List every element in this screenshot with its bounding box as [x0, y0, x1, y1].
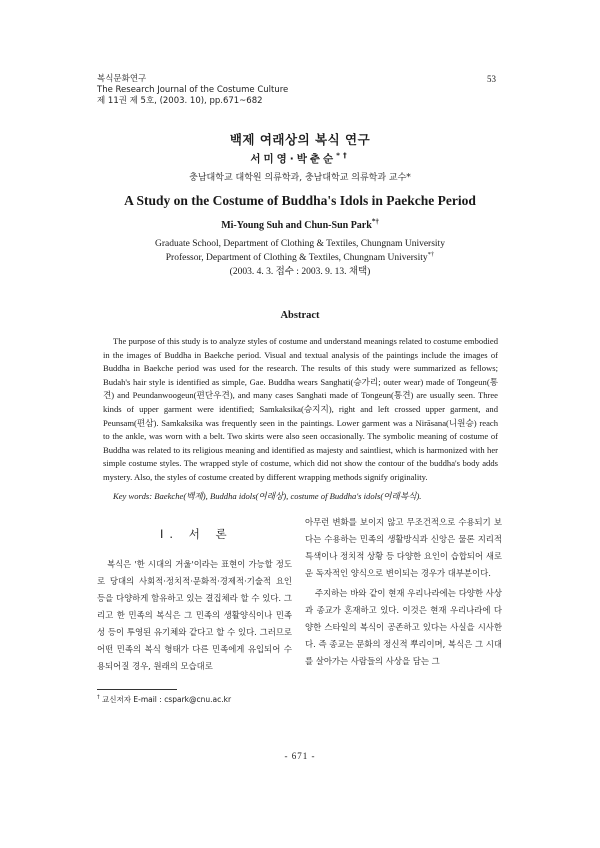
authors-kr-mark: *† — [336, 150, 350, 160]
volume-info: 제 11권 제 5호, (2003. 10), pp.671~682 — [97, 96, 263, 106]
body-paragraph: 아무런 변화를 보이지 않고 무조건적으로 수용되기 보다는 수용하는 민족의 생활방식과 신앙은 물론 지리적 특색이나 정치적 상황 등 다양한 요인이 습합되어 새로운 독자적인 양식으로 변이되는 경우가 대부분이다. — [305, 517, 502, 578]
body-paragraph: 복식은 '한 시대의 거울'이라는 표현이 가능할 정도로 당대의 사회적·정치적·문화적·경제적·기술적 요인 등을 다양하게 함유하고 있는 결집체라 할 수 있다. 그리고 한 민족의 복식은 그 민족의 생활양식이나 민족성 등이 투영된 유기체와 같다고 할 수 있다. 그러므로 어떤 민족의 복식 형태가 다른 민족에게 유입되어 수용되어질 경우, 원래의 모습대로 — [97, 559, 292, 671]
authors-en — [0, 217, 600, 231]
authors-en-mark: *† — [371, 217, 379, 226]
footnote-text: 교신저자 E-mail : cspark@cnu.ac.kr — [102, 695, 232, 704]
footnote — [97, 694, 231, 705]
affiliation-en-line-1: Graduate School, Department of Clothing & Textiles, Chungnam University — [155, 239, 445, 249]
affiliation-kr: 충남대학교 대학원 의류학과, 충남대학교 의류학과 교수* — [189, 173, 411, 183]
journal-name-kr: 복식문화연구 — [97, 74, 147, 84]
title-kr: 백제 여래상의 복식 연구 — [229, 132, 371, 147]
body-column-right — [305, 514, 502, 673]
received-accepted-dates: (2003. 4. 3. 접수 : 2003. 9. 13. 채택) — [229, 267, 371, 277]
authors-en-names: Mi-Young Suh and Chun-Sun Park — [221, 220, 372, 231]
title-en: A Study on the Costume of Buddha's Idols in Paekche Period — [124, 193, 476, 208]
journal-header — [97, 74, 288, 107]
page-number-bottom: - 671 - — [284, 751, 316, 761]
keywords: Key words: Baekche(백제), Buddha idols(여래상), costume of Buddha's idols(여래복식). — [113, 491, 422, 501]
affiliation-en-2-mark: *† — [427, 250, 435, 258]
body-paragraph: 주지하는 바와 같이 현재 우리나라에는 다양한 사상과 종교가 혼재하고 있다. 이것은 현재 우리나라에 다양한 스타일의 복식이 공존하고 있다는 사실을 시사한다. 즉 종교는 문화의 정신적 뿌리이며, 복식은 그 시대를 살아가는 사람들의 사상을 담는 그 — [305, 588, 502, 666]
abstract-heading: Abstract — [280, 310, 320, 321]
journal-name-en: The Research Journal of the Costume Culture — [97, 85, 289, 95]
section-heading-introduction: Ⅰ. 서 론 — [160, 527, 233, 541]
affiliation-en-line-2: Professor, Department of Clothing & Textiles, Chungnam University*† — [165, 250, 435, 263]
authors-kr — [0, 151, 600, 166]
page-number-top: 53 — [487, 74, 496, 84]
affiliation-en — [0, 237, 600, 279]
footnote-divider — [97, 689, 177, 690]
authors-kr-names: 서미영·박춘순 — [250, 153, 337, 165]
body-column-left — [97, 556, 292, 675]
abstract-text: The purpose of this study is to analyze styles of costume and understand meanings related to costume embodied in the images of Buddha in Baekche period. Visual and textual analysis of the paintings include the images of Buddha in Baekche period was used for the research. The results of this study were summarized as fellows; Budah's hair style is identified as simple, Gae. Buddha wears Sanghati(승가리; outer wear) made of Tongeun(통견) and Peundanwoogeun(편단우견), and many cases Sanghati made of Tongeun(통견) are usually seen. Three kinds of upper garment were identified; Samkaksika(승지지), right and left crossed upper garment, and Peunsam(편삼). Samkaksika was frequently seen in the paintings. Lower garment was a Nirāsana(니원승) reach to the ankle, was worn with a belt. Two skirts were also seen occasionally. The symbolic meaning of costume of Buddha was related to its religious meaning and identified as majesty and saintliest, which is harmonized with her simple costume styles. The wrapped style of costume, which did not show the contour of the buddha's body adds mystery. Also, the styles of costume created by different wrapping methods signify originality. — [103, 336, 498, 482]
footnote-mark: † — [97, 694, 100, 701]
